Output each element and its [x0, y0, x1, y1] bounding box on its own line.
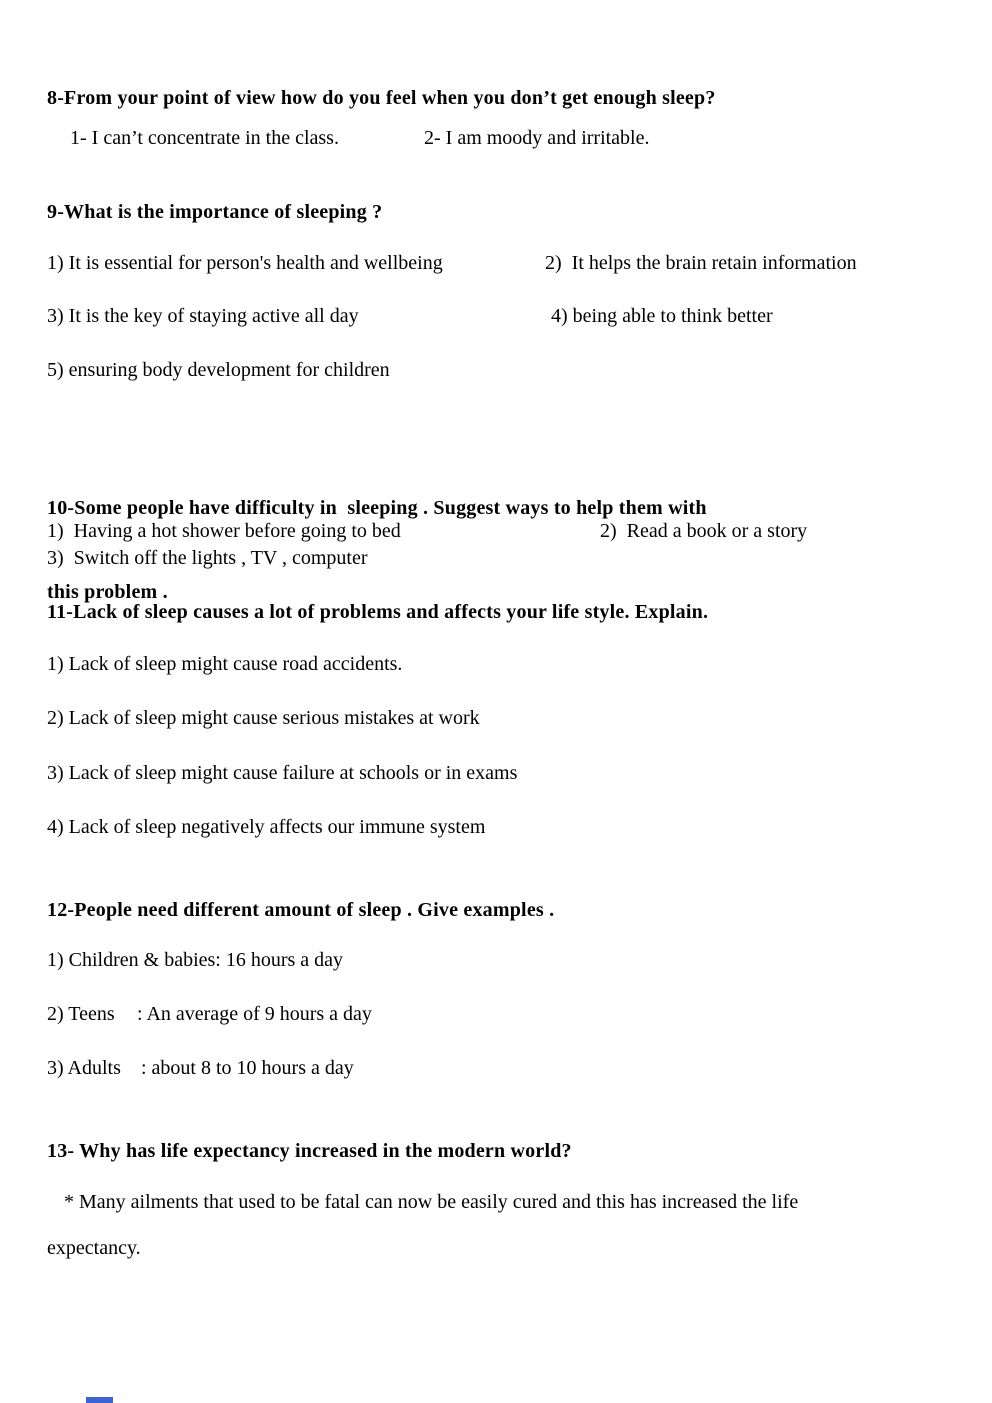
- question-12-item-2-value: : An average of 9 hours a day: [137, 1003, 372, 1025]
- question-11-item-1: 1) Lack of sleep might cause road accidents.: [47, 653, 403, 675]
- question-10-row-2: [0, 547, 992, 573]
- question-8-answer-1: 1- I can’t concentrate in the class.: [70, 127, 339, 149]
- question-13-answer-line-1: * Many ailments that used to be fatal can now be easily cured and this has increased the life: [64, 1191, 799, 1213]
- question-11-item-2: 2) Lack of sleep might cause serious mistakes at work: [47, 707, 480, 729]
- question-12-item-3-value: : about 8 to 10 hours a day: [141, 1057, 354, 1079]
- question-10-heading-line-1: 10-Some people have difficulty in sleeping . Suggest ways to help them with: [47, 497, 707, 519]
- question-9-item-2: 2) It helps the brain retain information: [545, 252, 857, 274]
- question-11-item-4: 4) Lack of sleep negatively affects our immune system: [47, 816, 486, 838]
- question-9-row-3: [0, 359, 992, 385]
- question-9-row-2: [0, 305, 992, 331]
- question-11-row-2: [0, 707, 992, 733]
- question-8-answers-row: [0, 127, 992, 153]
- question-13-answer-line-2: expectancy.: [47, 1237, 141, 1259]
- question-10-row-1: [0, 520, 992, 546]
- question-9-heading: 9-What is the importance of sleeping ?: [47, 201, 383, 223]
- question-9-item-4: 4) being able to think better: [551, 305, 773, 327]
- bottom-blue-mark: [86, 1397, 113, 1403]
- question-12-item-1: 1) Children & babies: 16 hours a day: [47, 949, 344, 971]
- question-11-row-3: [0, 762, 992, 788]
- question-9-item-1: 1) It is essential for person's health and wellbeing: [47, 252, 443, 274]
- question-12-row-2: [0, 1003, 992, 1029]
- question-12-row-3: [0, 1057, 992, 1083]
- question-12-row-1: [0, 949, 992, 975]
- question-8-heading: 8-From your point of view how do you feel when you don’t get enough sleep?: [47, 87, 716, 109]
- question-10-item-3: 3) Switch off the lights , TV , computer: [47, 547, 368, 569]
- question-11-row-1: [0, 653, 992, 679]
- question-13-heading: 13- Why has life expectancy increased in the modern world?: [47, 1140, 572, 1162]
- question-12-heading: 12-People need different amount of sleep . Give examples .: [47, 899, 555, 921]
- question-8-answer-2: 2- I am moody and irritable.: [424, 127, 650, 149]
- question-10-item-1: 1) Having a hot shower before going to bed: [47, 520, 401, 542]
- question-11-row-4: [0, 816, 992, 842]
- question-9-item-3: 3) It is the key of staying active all day: [47, 305, 359, 327]
- question-11-heading: 11-Lack of sleep causes a lot of problems and affects your life style. Explain.: [47, 601, 709, 623]
- question-10-item-2: 2) Read a book or a story: [600, 520, 808, 542]
- question-12-item-3-label: 3) Adults: [47, 1057, 121, 1079]
- question-9-item-5: 5) ensuring body development for children: [47, 359, 390, 381]
- question-11-item-3: 3) Lack of sleep might cause failure at schools or in exams: [47, 762, 518, 784]
- question-9-row-1: [0, 252, 992, 278]
- question-12-item-2-label: 2) Teens: [47, 1003, 115, 1025]
- question-10-heading-line-2: this problem .: [47, 581, 168, 603]
